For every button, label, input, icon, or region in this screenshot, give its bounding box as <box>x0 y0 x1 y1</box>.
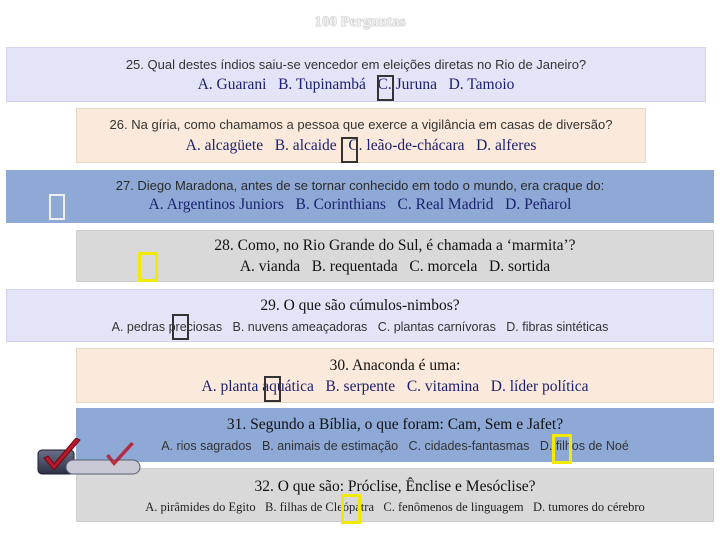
answer-options: A. pirâmides do Egito B. filhas de Cleópatra C. fenômenos de linguagem D. tumores do cérebro <box>145 500 645 514</box>
question-card-28 <box>76 230 714 282</box>
missing-glyph-icon <box>264 376 281 402</box>
question-text: 28. Como, no Rio Grande do Sul, é chamada a ‘marmita’? <box>214 237 576 254</box>
missing-glyph-icon <box>341 494 361 524</box>
question-card-32 <box>76 468 714 522</box>
question-card-27 <box>6 170 714 223</box>
question-text: 26. Na gíria, como chamamos a pessoa que exerce a vigilância em casas de diversão? <box>109 117 613 132</box>
question-text: 25. Qual destes índios saiu-se vencedor em eleições diretas no Rio de Janeiro? <box>125 57 587 72</box>
question-text: 27. Diego Maradona, antes de se tornar conhecido em todo o mundo, era craque do: <box>115 178 605 193</box>
question-text: 31. Segundo a Bíblia, o que foram: Cam, Sem e Jafet? <box>226 416 564 433</box>
question-text: 32. O que são: Próclise, Ênclise e Mesóclise? <box>254 478 536 495</box>
page-title: 100 Perguntas <box>314 14 406 30</box>
missing-glyph-icon <box>138 252 158 282</box>
answer-options: A. Argentinos Juniors B. Corinthians C. Real Madrid D. Peñarol <box>148 196 572 213</box>
answer-options: A. Guarani B. Tupinambá C. Juruna D. Tamoio <box>197 76 515 93</box>
question-text: 30. Anaconda é uma: <box>329 357 461 374</box>
question-card-29 <box>6 289 714 342</box>
answer-options: A. alcagüete B. alcaide C. leão-de-chácara D. alferes <box>185 137 537 154</box>
missing-glyph-icon <box>172 314 189 340</box>
question-card-31 <box>76 408 714 462</box>
check-mark-logo-icon <box>36 438 144 478</box>
missing-glyph-icon <box>341 137 358 163</box>
answer-options: A. pedras preciosas B. nuvens ameaçadoras C. plantas carnívoras D. fibras sintéticas <box>111 320 609 334</box>
missing-glyph-icon <box>552 434 572 464</box>
missing-glyph-icon <box>49 194 65 220</box>
question-text: 29. O que são cúmulos-nimbos? <box>260 297 460 314</box>
question-card-26 <box>76 108 646 163</box>
answer-options: A. rios sagrados B. animais de estimação C. cidades-fantasmas D. filhos de Noé <box>161 439 629 453</box>
missing-glyph-icon <box>377 75 394 101</box>
question-card-30 <box>76 348 714 403</box>
answer-options: A. vianda B. requentada C. morcela D. sortida <box>239 258 551 275</box>
question-card-25 <box>6 47 706 102</box>
answer-options: A. planta aquática B. serpente C. vitamina D. líder política <box>201 378 589 395</box>
